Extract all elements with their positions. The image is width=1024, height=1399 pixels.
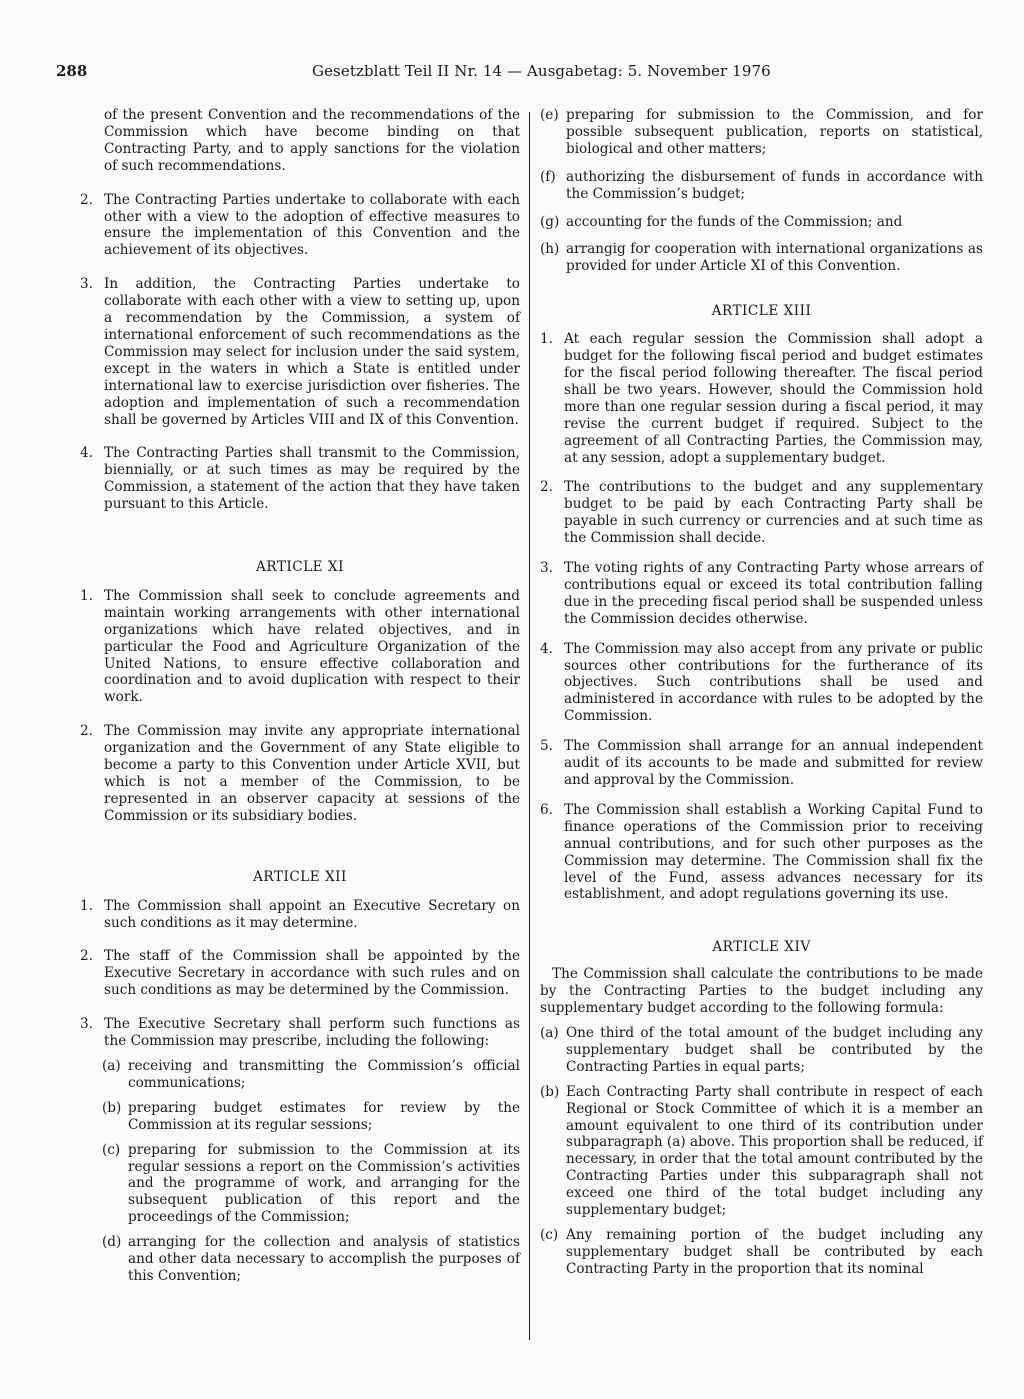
paragraph-number: 1. (80, 897, 93, 914)
paragraph-text: The Contracting Parties shall transmit to the Commission, biennially, or at such times as may be required by the Commission, a statement of the action that they have taken pursuant to this Article. (104, 445, 520, 513)
article-xii-heading: ARTICLE XII (253, 868, 347, 885)
article-xii-subitem-f (540, 169, 983, 203)
subitem-label: (f) (540, 168, 556, 185)
paragraph-number: 4. (540, 640, 553, 657)
paragraph-text: In addition, the Contracting Parties undertake to collaborate with each other with a view to setting up, upon a recommendation by the Commission, a system of international enforcement of such recommendations as the Commission may select for inclusion under the said system, except in the waters in which a State is entitled under international law to exercise jurisdiction over fisheries. The adoption and implementation of such a recommendation shall be governed by Articles VIII and IX of this Convention. (104, 276, 520, 428)
article-xii-subitem-g (540, 214, 983, 231)
subitem-text: preparing for submission to the Commission, and for possible subsequent publication, reports on statistical, biological and other matters; (566, 107, 983, 157)
paragraph-number: 6. (540, 801, 553, 818)
paragraph-text: The Commission shall establish a Working Capital Fund to finance operations of the Commission prior to receiving annual contributions, and for such other purposes as the Commission may determine. The Commission shall fix the level of the Fund, assess advances necessary for its establishment, and adopt regulations governing its use. (564, 801, 983, 903)
article-xiv-subitem-a (540, 1025, 983, 1076)
subitem-label: (h) (540, 241, 560, 258)
paragraph-text: The voting rights of any Contracting Party whose arrears of contributions equal or exceed its total contribution falling due in the preceding fiscal period shall be suspended unless the Commission decides otherwise. (564, 560, 983, 627)
continued-paragraph: of the present Convention and the recommendations of the Commission which have become binding on that Contracting Party, and to apply sanctions for the violation of such recommendations. (104, 107, 520, 174)
subitem-text: accounting for the funds of the Commission; and (566, 213, 903, 230)
paragraph-number: 2. (80, 191, 93, 208)
article-xii-subitem-a (102, 1058, 520, 1092)
article-xii-paragraph-1 (80, 898, 520, 932)
article-xiv-subitem-b (540, 1084, 983, 1219)
article-x-paragraph-2 (80, 192, 520, 260)
article-xiii-paragraph-4 (540, 641, 983, 726)
article-xiii-paragraph-2 (540, 479, 983, 547)
paragraph-number: 2. (80, 948, 93, 965)
subitem-text: arranging for the collection and analysis of statistics and other data necessary to accomplish the purposes of this Convention; (128, 1234, 520, 1284)
paragraph-text: The Commission shall arrange for an annual independent audit of its accounts to be made and submitted for review and approval by the Commission. (564, 738, 983, 788)
article-xii-subitem-c (102, 1142, 520, 1227)
page-number: 288 (56, 62, 88, 80)
article-xii-paragraph-3 (80, 1016, 520, 1050)
subitem-label: (b) (102, 1099, 122, 1116)
paragraph-number: 1. (540, 331, 553, 348)
subitem-text: Any remaining portion of the budget including any supplementary budget shall be contributed by each Contracting Party in the proportion that its nominal (566, 1226, 983, 1277)
subitem-text: preparing budget estimates for review by the Commission at its regular sessions; (128, 1099, 520, 1133)
paragraph-text: The Commission may also accept from any private or public sources other contributions for the furtherance of its objectives. Such contributions shall be used and administered in accordance with rules to be adopted by the Commission. (564, 640, 983, 725)
subitem-text: arrangig for cooperation with international organizations as provided for under Article XI of this Convention. (566, 241, 983, 275)
article-xii-subitem-e (540, 107, 983, 158)
article-xii-subitem-h (540, 241, 983, 275)
article-xi-paragraph-2 (80, 723, 520, 824)
article-xii-subitem-d (102, 1234, 520, 1285)
paragraph-number: 3. (80, 1016, 93, 1033)
article-xiv-intro: The Commission shall calculate the contributions to be made by the Contracting Parties to the budget including any supplementary budget according to the following formula: (540, 966, 983, 1017)
paragraph-text: The staff of the Commission shall be appointed by the Executive Secretary in accordance with such rules and on such conditions as may be determined by the Commission. (104, 948, 520, 999)
article-xiii-paragraph-1 (540, 331, 983, 466)
subitem-text: authorizing the disbursement of funds in accordance with the Commission’s budget; (566, 168, 983, 202)
subitem-text: Each Contracting Party shall contribute in respect of each Regional or Stock Committee of which it is a member an amount equivalent to one third of its contribution under subparagraph (a) above. This proportion shall be reduced, if necessary, in order that the total amount contributed by the Contracting Parties under this subparagraph shall not exceed one third of the total budget including any supplementary budget; (566, 1083, 983, 1219)
paragraph-number: 5. (540, 738, 553, 755)
subitem-label: (c) (540, 1226, 559, 1243)
subitem-text: One third of the total amount of the budget including any supplementary budget shall be contributed by the Contracting Parties in equal parts; (566, 1024, 983, 1075)
subitem-label: (d) (102, 1234, 122, 1251)
subitem-label: (c) (102, 1141, 121, 1158)
article-xiii-paragraph-3 (540, 560, 983, 628)
article-xi-heading: ARTICLE XI (256, 559, 344, 576)
left-column (80, 107, 520, 1285)
column-divider (529, 112, 530, 1340)
article-xii-subitem-b (102, 1100, 520, 1134)
subitem-label: (g) (540, 213, 560, 230)
paragraph-text: The Commission shall seek to conclude agreements and maintain working arrangements with other international organizations which have related objectives, and in particular the Food and Agriculture Organization of the United Nations, to ensure effective collaboration and coordination and to avoid duplication with respect to their work. (104, 587, 520, 706)
paragraph-number: 4. (80, 445, 93, 462)
subitem-label: (b) (540, 1083, 560, 1100)
paragraph-number: 2. (80, 723, 93, 740)
paragraph-text: The Commission may invite any appropriate international organization and the Government of any State eligible to become a party to this Convention under Article XVII, but which is not a member of the Commission, to be represented in an observer capacity at sessions of the Commission or its subsidiary bodies. (104, 723, 520, 824)
subitem-label: (a) (102, 1057, 121, 1074)
subitem-text: receiving and transmitting the Commission’s official communications; (128, 1057, 520, 1091)
paragraph-text: The Executive Secretary shall perform such functions as the Commission may prescribe, including the following: (104, 1016, 520, 1050)
paragraph-number: 3. (540, 560, 553, 577)
subitem-label: (a) (540, 1024, 559, 1041)
article-x-paragraph-3 (80, 276, 520, 428)
article-x-paragraph-4 (80, 445, 520, 513)
paragraph-number: 2. (540, 479, 553, 496)
running-head: Gesetzblatt Teil II Nr. 14 — Ausgabetag: 5. November 1976 (312, 62, 771, 80)
paragraph-number: 3. (80, 276, 93, 293)
paragraph-text: The contributions to the budget and any supplementary budget to be paid by each Contracting Party shall be payable in such currency or currencies and at such time as the Commission shall decide. (564, 479, 983, 547)
article-xiv-heading: ARTICLE XIV (712, 939, 811, 956)
subitem-text: preparing for submission to the Commission at its regular sessions a report on the Commission’s activities and the programme of work, and arranging for the subsequent publication of this report and the proceedings of the Commission; (128, 1141, 520, 1226)
paragraph-text: The Contracting Parties undertake to collaborate with each other with a view to the adoption of effective measures to ensure the implementation of this Convention and the achievement of its objectives. (104, 191, 520, 259)
right-column (540, 107, 983, 1278)
article-xiv-subitem-c (540, 1227, 983, 1278)
paragraph-text: The Commission shall appoint an Executive Secretary on such conditions as it may determine. (104, 897, 520, 931)
article-xi-paragraph-1 (80, 588, 520, 706)
paragraph-text: At each regular session the Commission shall adopt a budget for the following fiscal period and budget estimates for the fiscal period following thereafter. The fiscal period shall be two years. However, should the Commission hold more than one regular session during a fiscal period, it may revise the current budget if required. Subject to the agreement of all Contracting Parties, the Commission may, at any session, adopt a supplementary budget. (564, 331, 983, 466)
article-xiii-paragraph-5 (540, 738, 983, 789)
article-xiii-paragraph-6 (540, 802, 983, 903)
subitem-label: (e) (540, 107, 559, 123)
article-xii-paragraph-2 (80, 948, 520, 999)
paragraph-number: 1. (80, 587, 93, 604)
article-xiii-heading: ARTICLE XIII (711, 303, 812, 320)
